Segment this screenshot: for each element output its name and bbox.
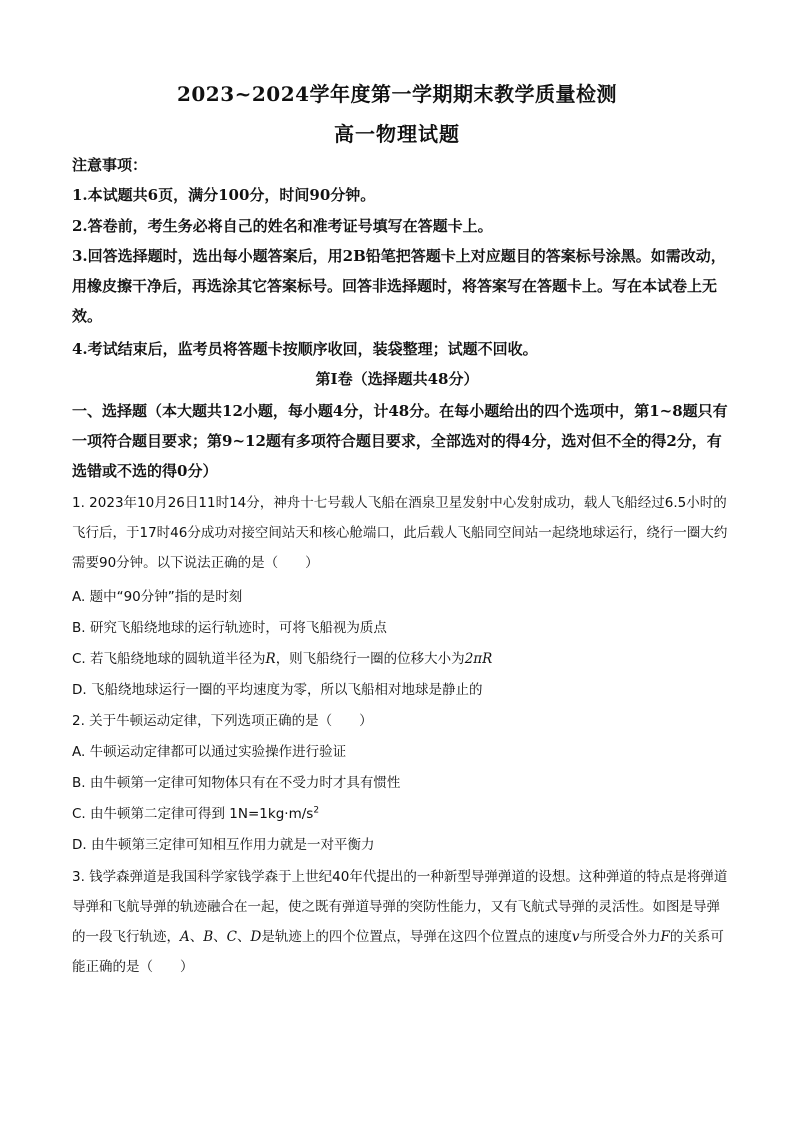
point-b: B [203,929,214,945]
stem-text: 与所受合外力 [579,929,661,945]
stem-text: 、 [213,929,227,945]
notice-heading: 注意事项： [72,156,148,174]
option-text: ，则飞船绕行一圈的位移大小为 [275,651,465,667]
point-d: D [250,929,262,945]
variable-r: R [265,651,276,667]
question-2-stem: 2. 关于牛顿运动定律，下列选项正确的是（ ） [72,713,373,729]
variable-f: F [660,929,670,945]
point-a: A [180,929,190,945]
question-2-option-c [72,799,732,829]
stem-text: 是轨迹上的四个位置点，导弹在这四个位置点的速度 [261,929,572,945]
option-text: C. 由牛顿第二定律可得到 1N=1kg·m/s [72,806,314,822]
stem-text: 、 [189,929,204,945]
notice-item: 2.答卷前，考生务必将自己的姓名和准考证号填写在答题卡上。 [72,217,493,235]
question-2-option-d: D. 由牛顿第三定律可知相互作用力就是一对平衡力 [72,837,375,853]
notice-item: 3.回答选择题时，选出每小题答案后，用2B铅笔把答题卡上对应题目的答案标号涂黑。如需改动，用橡皮擦干净后，再选涂其它答案标号。回答非选择题时，将答案写在答题卡上。写在本试卷上无效。 [72,247,726,325]
question-3-stem [72,862,732,982]
notice-item: 4.考试结束后，监考员将答题卡按顺序收回，装袋整理；试题不回收。 [72,340,538,358]
part-heading: 一、选择题（本大题共12小题，每小题4分，计48分。在每小题给出的四个选项中，第1~8题只有一项符合题目要求；第9~12题有多项符合题目要求，全部选对的得4分，选对但不全的得2分，有选错或不选的得0分） [72,402,728,480]
question-1-stem: 1. 2023年10月26日11时14分，神舟十七号载人飞船在酒泉卫星发射中心发射成功，载人飞船经过6.5小时的飞行后，于17时46分成功对接空间站天和核心舱端口，此后载人飞船同空间站一起绕地球运行，绕行一圈大约需要90分钟。以下说法正确的是（ ） [72,495,728,571]
variable-v: v [571,929,580,945]
question-2-option-b: B. 由牛顿第一定律可知物体只有在不受力时才具有惯性 [72,775,401,791]
question-1-option-d: D. 飞船绕地球运行一圈的平均速度为零，所以飞船相对地球是静止的 [72,682,483,698]
expression-2pir: 2πR [464,651,493,667]
option-text: C. 若飞船绕地球的圆轨道半径为 [72,651,266,667]
notice-item: 1.本试题共6页，满分100分，时间90分钟。 [72,186,376,204]
exam-subtitle: 高一物理试题 [334,122,460,146]
exam-title: 2023~2024学年度第一学期期末教学质量检测 [176,82,618,106]
stem-text: 3. 钱学森弹道是我国科学家钱学森于上世纪40年代提出的一种新型导弹弹道的设想。这种弹道的特点是将弹道导弹和飞航导弹的轨迹融合在一起，使之既有弹道导弹的突防性能力，又有飞航式导弹的灵活性。如图是导弹的一段飞行轨迹， [72,869,728,945]
question-1-option-a: A. 题中“90分钟”指的是时刻 [72,589,243,605]
question-1-option-b: B. 研究飞船绕地球的运行轨迹时，可将飞船视为质点 [72,620,387,636]
superscript: 2 [313,805,320,816]
point-c: C [226,929,238,945]
stem-text: 的关系可能正确的是（ ） [72,929,724,975]
stem-text: 、 [237,929,251,945]
question-2-option-a: A. 牛顿运动定律都可以通过实验操作进行验证 [72,744,347,760]
question-1-option-c [72,644,732,674]
section-title: 第Ⅰ卷（选择题共48分） [315,370,479,388]
